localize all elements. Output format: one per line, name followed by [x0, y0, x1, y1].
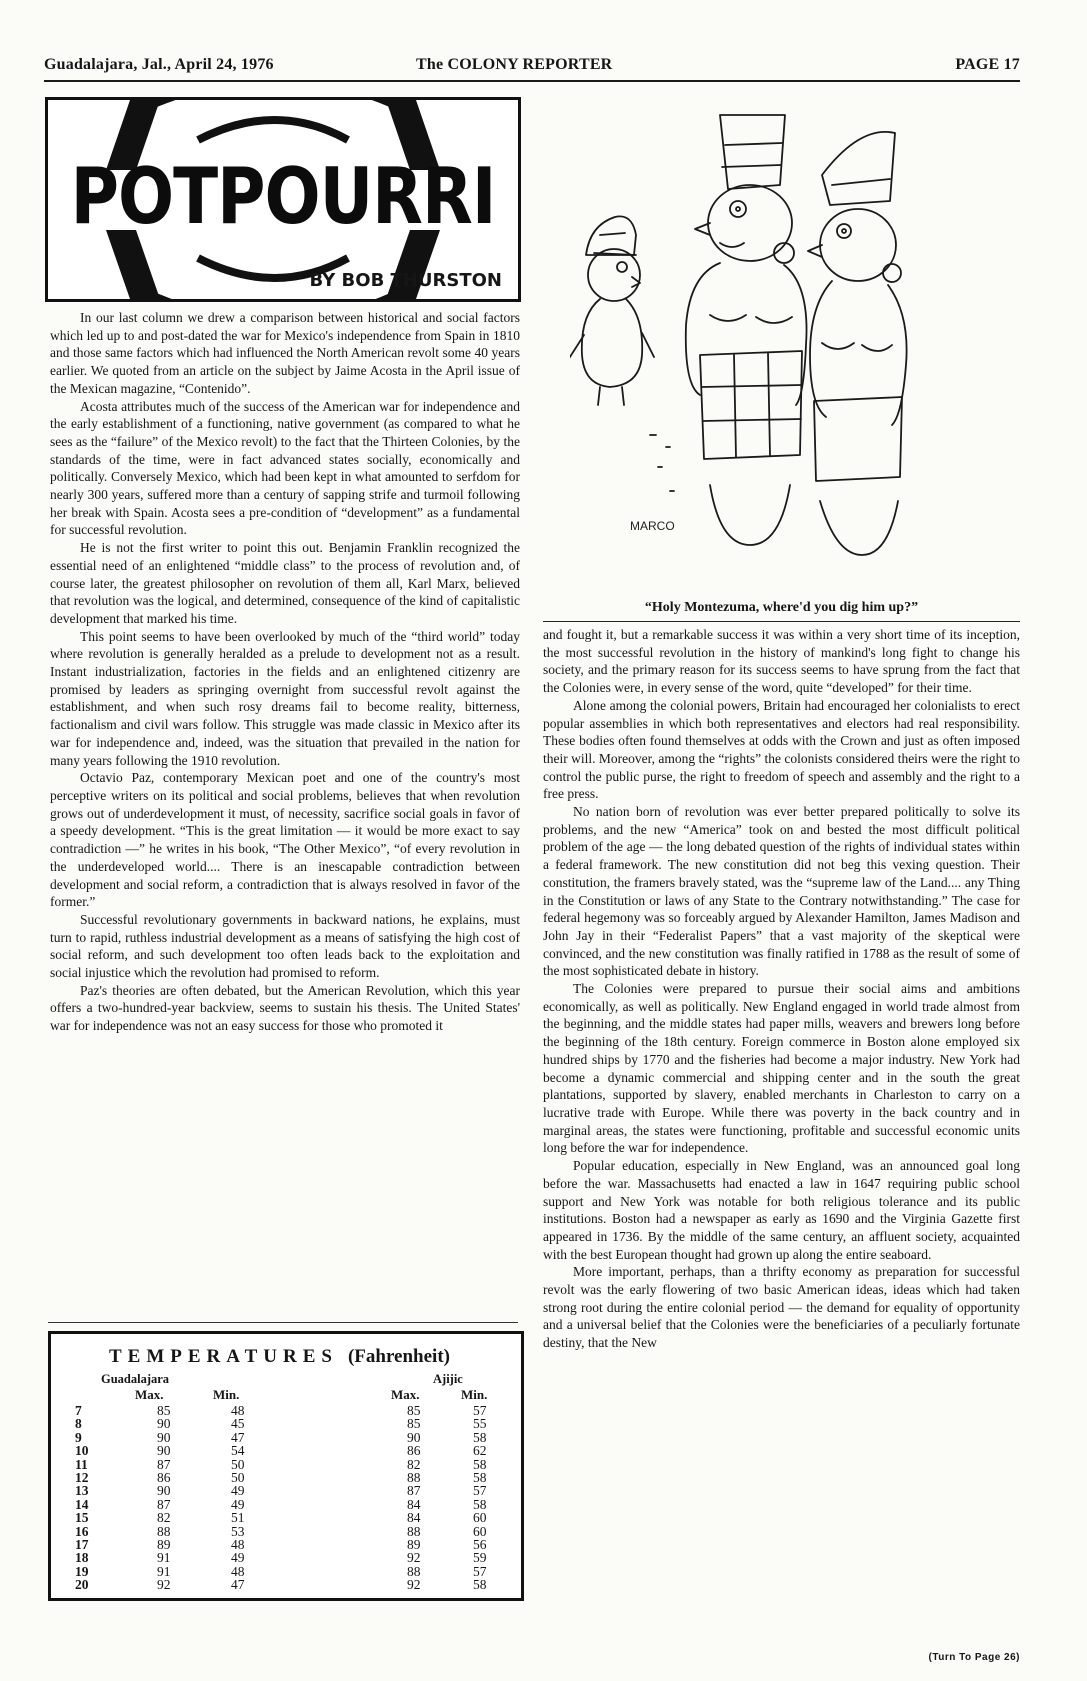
day-cell: 7 [75, 1403, 82, 1418]
article-paragraph: The Colonies were prepared to pursue their social aims and ambitions economically, as well as politically. New England engaged in world trade almost from the beginning, and the middle states had paper mills, weavers and brewers long before the beginning of the 18th century. Foreign commerce in Boston alone employed six hundred ships by 1770 and the fisheries had become a major industry. New York had become a dynamic commercial and shipping center and in the south the great plantations, supported by slavery, enabled merchants in Charleston to carry on a lucrative trade with Europe. While there was poverty in the back country and in marginal areas, the states were functioning, profitable and successful economic units long before the war for independence. [543, 981, 1020, 1156]
day-cell: 13 [75, 1483, 89, 1499]
ajijic-min-cell: 59 [473, 1550, 487, 1566]
ajijic-min-cell: 58 [473, 1470, 487, 1485]
ajijic-min-cell: 58 [473, 1496, 487, 1512]
guadalajara-min-cell: 49 [231, 1496, 245, 1512]
ajijic-max-cell: 85 [407, 1416, 421, 1432]
day-cell: 19 [75, 1563, 89, 1579]
day-cell: 10 [75, 1443, 89, 1459]
guadalajara-max-cell: 82 [157, 1510, 171, 1526]
ajijic-max-cell: 88 [407, 1470, 421, 1485]
ajijic-min-cell: 57 [473, 1403, 487, 1418]
guadalajara-min-cell: 51 [231, 1510, 245, 1526]
temperature-row [51, 1484, 521, 1497]
day-cell: 12 [75, 1470, 89, 1485]
continuation-note: (Turn To Page 26) [928, 1652, 1020, 1663]
guadalajara-min-cell: 54 [231, 1443, 245, 1459]
ajijic-min-cell: 55 [473, 1416, 487, 1432]
article-paragraph: Successful revolutionary governments in backward nations, he explains, must turn to rapid, ruthless industrial development as a means of satisfying the high cost of social reform, and such development too often leads back to the exploitation and social injustice which the revolution had promised to reform. [50, 911, 520, 981]
temperatures-title [109, 1346, 450, 1368]
guadalajara-min-cell: 47 [231, 1577, 245, 1593]
ajijic-max-cell: 85 [407, 1403, 421, 1418]
column-title: POTPOURRI [70, 151, 496, 242]
temperature-row [51, 1525, 521, 1538]
left-column-article [50, 309, 520, 1035]
guadalajara-max-cell: 90 [157, 1429, 171, 1445]
ajijic-max-cell: 92 [407, 1577, 421, 1593]
guadalajara-max-cell: 87 [157, 1456, 171, 1472]
guadalajara-max-cell: 86 [157, 1470, 171, 1485]
guadalajara-max-cell: 91 [157, 1563, 171, 1579]
guadalajara-min-cell: 49 [231, 1483, 245, 1499]
guadalajara-min-cell: 50 [231, 1456, 245, 1472]
guadalajara-max-cell: 89 [157, 1537, 171, 1552]
article-paragraph: No nation born of revolution was ever better prepared politically to solve its problems, and the new “America” took on and bested the most difficult political problem of the age — the long debated question of the rights of individual states within a federal framework. The new constitution did not beg this vexing question. Their constitution, the framers bravely stated, was the “supreme law of the Land.... any Thing in the Constitution or laws of any State to the Contrary notwithstanding.” The case for federal hegemony was so forceably argued by Alexander Hamilton, James Madison and John Jay in their “Federalist Papers” that a vast majority of the skeptical were convinced, and the new constitution was finally ratified in 1788 as the result of some of the most sophisticated debate in history. [543, 804, 1020, 979]
temperatures-unit: (Fahrenheit) [347, 1346, 450, 1367]
temperature-row [51, 1417, 521, 1430]
article-paragraph: More important, perhaps, than a thrifty economy as preparation for successful revolt was the early flowering of two basic American ideas, ideas which had taken strong root during the entire colonial period — the demand for equality of opportunity and a universal belief that the Colonies were the beneficiaries of a peculiarly fortunate destiny, that the New [543, 1264, 1020, 1351]
temperature-row [51, 1511, 521, 1524]
ajijic-min-cell: 56 [473, 1537, 487, 1552]
cartoon-illustration [570, 105, 995, 575]
day-cell: 18 [75, 1550, 89, 1566]
guadalajara-max-header: Max. [135, 1387, 164, 1402]
ajijic-min-cell: 57 [473, 1483, 487, 1499]
guadalajara-min-cell: 48 [231, 1537, 245, 1552]
dateline: Guadalajara, Jal., April 24, 1976 [44, 56, 274, 73]
guadalajara-min-cell: 48 [231, 1403, 245, 1418]
article-paragraph: He is not the first writer to point this out. Benjamin Franklin recognized the essential need of an enlightened “middle class” to the process of revolution and, of course later, the greatest philosopher on revolution of them all, Karl Marx, believed that revolution was the logical, and determined, consequence of the kind of capitalistic development that marked his time. [50, 540, 520, 626]
ajijic-max-cell: 82 [407, 1456, 421, 1472]
article-paragraph: and fought it, but a remarkable success it was within a very short time of its inception, the most successful revolution in the history of mankind's long fight to change his society, and the primary reason for its success seems to have sprung from the fact that the Colonies were, in every sense of the word, quite “developed” for their time. [543, 627, 1020, 696]
day-cell: 9 [75, 1429, 82, 1445]
ajijic-max-header: Max. [391, 1387, 420, 1402]
location-guadalajara: Guadalajara [101, 1372, 170, 1386]
article-paragraph: Octavio Paz, contemporary Mexican poet and one of the country's most perceptive writers on its political and social problems, believes that when revolution grows out of underdevelopment it must, of necessity, sacrifice social goals in favor of a speedy development. “This is the great limitation — it would be more exact to say contradiction —” he writes in his book, “The Other Mexico”, “of every revolution in the underdeveloped world.... There is an inescapable contradiction between development and social reform, a contradiction that is always resolved in favor of the former.” [50, 770, 520, 910]
guadalajara-min-header: Min. [213, 1387, 240, 1402]
day-cell: 14 [75, 1496, 89, 1512]
article-paragraph: Alone among the colonial powers, Britain had encouraged her colonialists to erect popular assemblies in which both representatives and electors had real responsibility. These bodies often found themselves at odds with the Crown and just as often imposed their will. Moreover, among the “rights” the colonists considered theirs were the right to control the public purse, the right to freedom of speech and assembly and the right to a free press. [543, 697, 1020, 802]
guadalajara-max-cell: 90 [157, 1483, 171, 1499]
ajijic-max-cell: 88 [407, 1563, 421, 1579]
temperatures-box [48, 1331, 524, 1601]
ajijic-min-cell: 58 [473, 1429, 487, 1445]
ajijic-max-cell: 89 [407, 1537, 421, 1552]
ajijic-min-cell: 60 [473, 1510, 487, 1526]
ajijic-max-cell: 84 [407, 1510, 421, 1526]
ajijic-min-cell: 60 [473, 1523, 487, 1539]
guadalajara-min-cell: 50 [231, 1470, 245, 1485]
guadalajara-min-cell: 45 [231, 1416, 245, 1432]
guadalajara-min-cell: 47 [231, 1429, 245, 1445]
ajijic-max-cell: 86 [407, 1443, 421, 1459]
guadalajara-min-cell: 53 [231, 1523, 245, 1539]
day-cell: 8 [75, 1416, 82, 1432]
guadalajara-max-cell: 90 [157, 1416, 171, 1432]
ajijic-min-cell: 62 [473, 1443, 487, 1459]
ajijic-max-cell: 84 [407, 1496, 421, 1512]
temperature-row [51, 1444, 521, 1457]
ajijic-max-cell: 88 [407, 1523, 421, 1539]
ajijic-max-cell: 92 [407, 1550, 421, 1566]
ajijic-min-cell: 58 [473, 1456, 487, 1472]
temperature-row [51, 1404, 521, 1417]
guadalajara-max-cell: 88 [157, 1523, 171, 1539]
temperature-row [51, 1458, 521, 1471]
ajijic-min-header: Min. [461, 1387, 488, 1402]
temperature-row [51, 1471, 521, 1484]
cartoon-caption: “Holy Montezuma, where'd you dig him up?” [644, 600, 919, 615]
article-paragraph: Paz's theories are often debated, but the American Revolution, which this year offers a two-hundred-year backview, seems to sustain his thesis. The United States' war for independence was not an easy success for those who promoted it [50, 982, 520, 1034]
day-cell: 16 [75, 1523, 89, 1539]
column-logo [45, 97, 521, 302]
cartoonist-signature: MARCO [630, 519, 675, 533]
day-cell: 17 [75, 1537, 89, 1552]
article-paragraph: In our last column we drew a comparison between historical and social factors which led up to and post-dated the war for Mexico's independence from Spain in 1810 and those same factors which had influenced the North American revolt some 40 years earlier. We quoted from an article on the subject by Jaime Acosta in the April issue of the Mexican magazine, “Contenido”. [50, 310, 520, 396]
ajijic-min-cell: 58 [473, 1577, 487, 1593]
temperature-row [51, 1431, 521, 1444]
ajijic-min-cell: 57 [473, 1563, 487, 1579]
guadalajara-min-cell: 48 [231, 1563, 245, 1579]
guadalajara-min-cell: 49 [231, 1550, 245, 1566]
temperature-row [51, 1498, 521, 1511]
ajijic-max-cell: 90 [407, 1429, 421, 1445]
newspaper-name: The COLONY REPORTER [416, 56, 613, 73]
article-paragraph: Popular education, especially in New England, was an announced goal long before the war. Massachusetts had enacted a law in 1647 requiring public school support and New York was notable for both religious tolerance and its public institutions. Boston had a newspaper as early as 1690 and the Virginia Gazette first appeared in 1736. By the middle of the same century, an affluent society, acquainted with the best European thought had grown up along the entire seaboard. [543, 1158, 1020, 1262]
temperatures-heading: TEMPERATURES [109, 1346, 338, 1367]
article-paragraph: Acosta attributes much of the success of the American war for independence and the early establishment of a functioning, native government (as compared to what he sees as the “failure” of the Mexico revolt) to the fact that the Thirteen Colonies, by the standards of the time, were in fact advanced states socially, economically and politically. Conversely Mexico, which had been kept in what amounted to serfdom for nearly 300 years, suffered more than a century of sapping strife and turmoil following her break with Spain. Acosta sees a pre-condition of “development” as a fundamental for successful revolution. [50, 398, 520, 538]
guadalajara-max-cell: 85 [157, 1403, 171, 1418]
guadalajara-max-cell: 92 [157, 1577, 171, 1593]
temperature-row [51, 1551, 521, 1564]
day-cell: 20 [75, 1577, 89, 1593]
caption-rule [543, 621, 1020, 622]
temperature-row [51, 1538, 521, 1551]
ajijic-max-cell: 87 [407, 1483, 421, 1499]
section-divider [48, 1322, 518, 1323]
guadalajara-max-cell: 87 [157, 1496, 171, 1512]
masthead [44, 54, 1020, 82]
day-cell: 15 [75, 1510, 89, 1526]
location-ajijic: Ajijic [433, 1372, 463, 1386]
right-column-article [543, 626, 1020, 1352]
temperature-row [51, 1578, 521, 1591]
column-byline: BY BOB THURSTON [309, 270, 502, 291]
article-paragraph: This point seems to have been overlooked by much of the “third world” today where revolution is generally heralded as a prelude to development not as a result. Instant industrialization, factories in the fields and an enlightened citizenry are promised by leaders as springing overnight from successful revolt against the establishment, and when such rosy dreams fail to become reality, bitterness, factionalism and civil wars follow. This struggle was made classic in Mexico after its war for independence and, indeed, was the situation that prevailed in the nation for many years following the 1910 revolution. [50, 628, 520, 768]
temperature-row [51, 1565, 521, 1578]
guadalajara-max-cell: 91 [157, 1550, 171, 1566]
day-cell: 11 [75, 1456, 88, 1472]
page-number: PAGE 17 [955, 56, 1020, 73]
guadalajara-max-cell: 90 [157, 1443, 171, 1459]
